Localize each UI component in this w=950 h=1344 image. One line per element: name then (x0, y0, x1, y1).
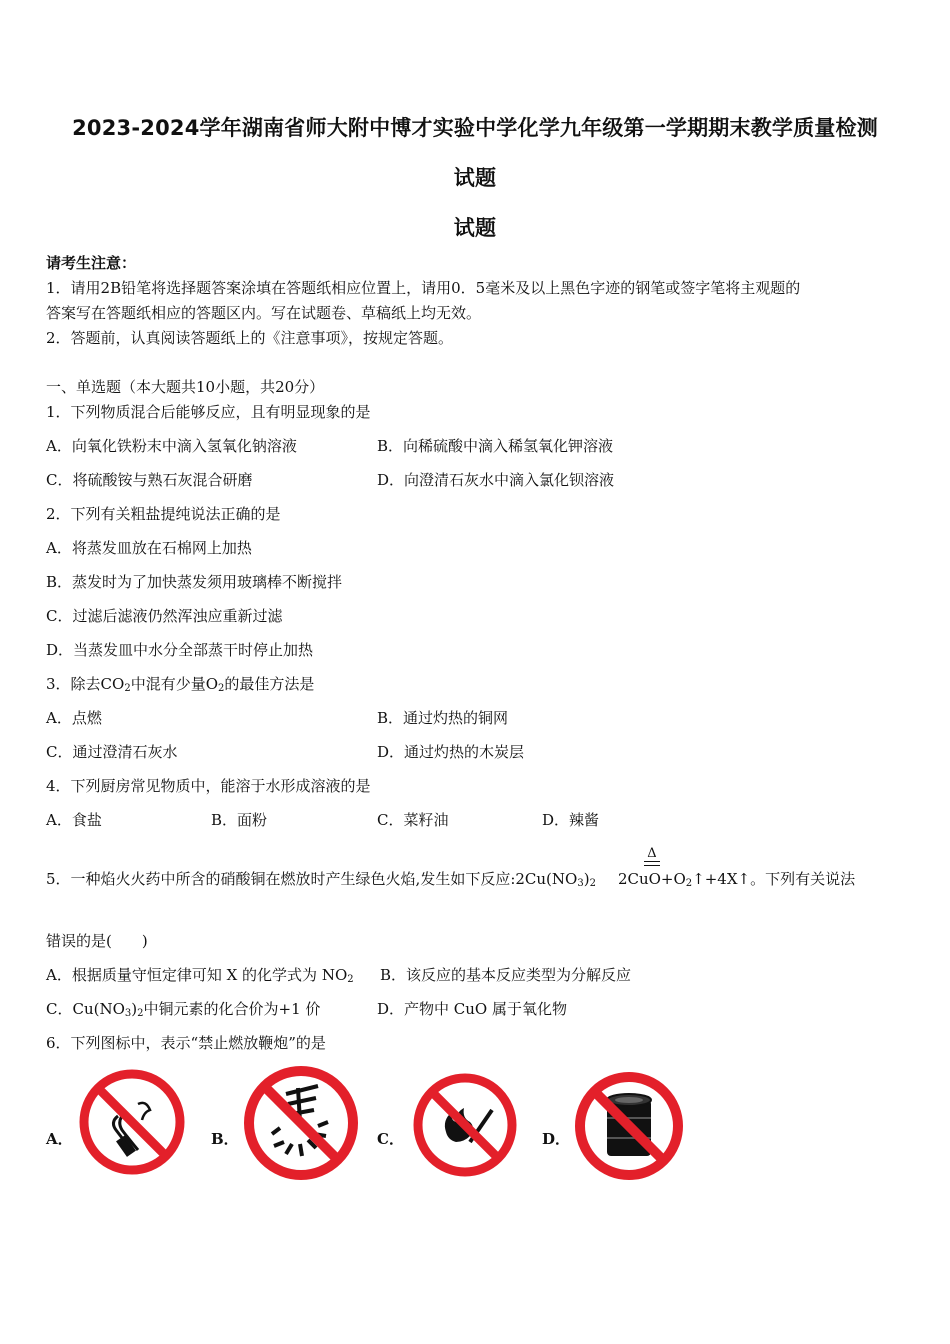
exam-title-line3: 试题 (453, 216, 497, 240)
question-3-stem: 3．除去$CO_2$中混有少量$O_2$的最佳方法是 (46, 675, 315, 694)
question-6-option-c-label: C． (377, 1130, 404, 1148)
no-oil-drum-sign-icon (573, 1070, 685, 1186)
notice-item-1-line-2: 答案写在答题纸相应的答题区内。写在试题卷、草稿纸上均无效。 (46, 304, 482, 322)
question-3-option-b: B．通过灼热的铜网 (377, 709, 509, 727)
question-3-option-c: C．通过澄清石灰水 (46, 743, 178, 761)
notice-item-2: 2．答题前，认真阅读答题纸上的《注意事项》，按规定答题。 (46, 329, 454, 347)
question-6-option-d-label: D． (542, 1130, 571, 1148)
no-open-flame-sign-icon (412, 1072, 518, 1182)
question-1-stem: 1．下列物质混合后能够反应，且有明显现象的是 (46, 403, 371, 421)
question-2-option-a: A．将蒸发皿放在石棉网上加热 (46, 539, 252, 557)
no-smoking-sign-icon (78, 1068, 186, 1180)
question-2-option-d: D．当蒸发皿中水分全部蒸干时停止加热 (46, 641, 314, 659)
question-5-stem-line-2: 错误的是( ) (46, 932, 148, 950)
question-6-stem: 6．下列图标中，表示“禁止燃放鞭炮”的是 (46, 1034, 326, 1052)
question-3-option-d: D．通过灼热的木炭层 (377, 743, 525, 761)
reaction-condition-heat: Δ (644, 846, 660, 866)
question-5-option-d: D．产物中 CuO 属于氧化物 (377, 1000, 567, 1018)
section-heading: 一、单选题（本大题共10小题，共20分） (46, 378, 325, 396)
question-4-stem: 4．下列厨房常见物质中，能溶于水形成溶液的是 (46, 777, 371, 795)
question-4-option-d: D．辣酱 (542, 811, 600, 829)
no-firecrackers-sign-icon (242, 1064, 360, 1186)
question-2-option-b: B．蒸发时为了加快蒸发须用玻璃棒不断搅拌 (46, 573, 343, 591)
question-1-option-b: B．向稀硫酸中滴入稀氢氧化钾溶液 (377, 437, 614, 455)
question-5-stem: 5．一种焰火火药中所含的硝酸铜在燃放时产生绿色火焰,发生如下反应$:2Cu(NO_3)_2$ $2CuO+O_2↑+4X↑$。下列有关说法 (46, 870, 856, 889)
question-3-option-a: A．点燃 (46, 709, 102, 727)
question-4-option-a: A．食盐 (46, 811, 102, 829)
question-2-stem: 2．下列有关粗盐提纯说法正确的是 (46, 505, 281, 523)
question-1-option-a: A．向氧化铁粉末中滴入氢氧化钠溶液 (46, 437, 297, 455)
question-6-option-b-label: B． (211, 1130, 239, 1148)
question-5-option-c: C．$Cu(NO_3)_2$中铜元素的化合价为+1 价 (46, 1000, 321, 1019)
exam-title-line2: 试题 (453, 166, 497, 190)
question-2-option-c: C．过滤后滤液仍然浑浊应重新过滤 (46, 607, 283, 625)
notice-item-1-line-1: 1．请用2B铅笔将选择题答案涂填在答题纸相应位置上，请用0．5毫米及以上黑色字迹的钢笔或签字笔将主观题的 (46, 279, 801, 297)
question-5-option-b: B．该反应的基本反应类型为分解反应 (380, 966, 632, 984)
question-5-option-a: A．根据质量守恒定律可知 X 的化学式为 $NO_2$ (46, 966, 354, 985)
question-1-option-d: D．向澄清石灰水中滴入氯化钡溶液 (377, 471, 615, 489)
question-4-option-c: C．菜籽油 (377, 811, 449, 829)
question-1-option-c: C．将硫酸铵与熟石灰混合研磨 (46, 471, 253, 489)
exam-title-line1: 2023-2024学年湖南省师大附中博才实验中学化学九年级第一学期期末教学质量检测 (72, 116, 878, 140)
notice-heading: 请考生注意： (46, 254, 137, 272)
question-6-option-a-label: A． (46, 1130, 73, 1148)
question-4-option-b: B．面粉 (211, 811, 268, 829)
